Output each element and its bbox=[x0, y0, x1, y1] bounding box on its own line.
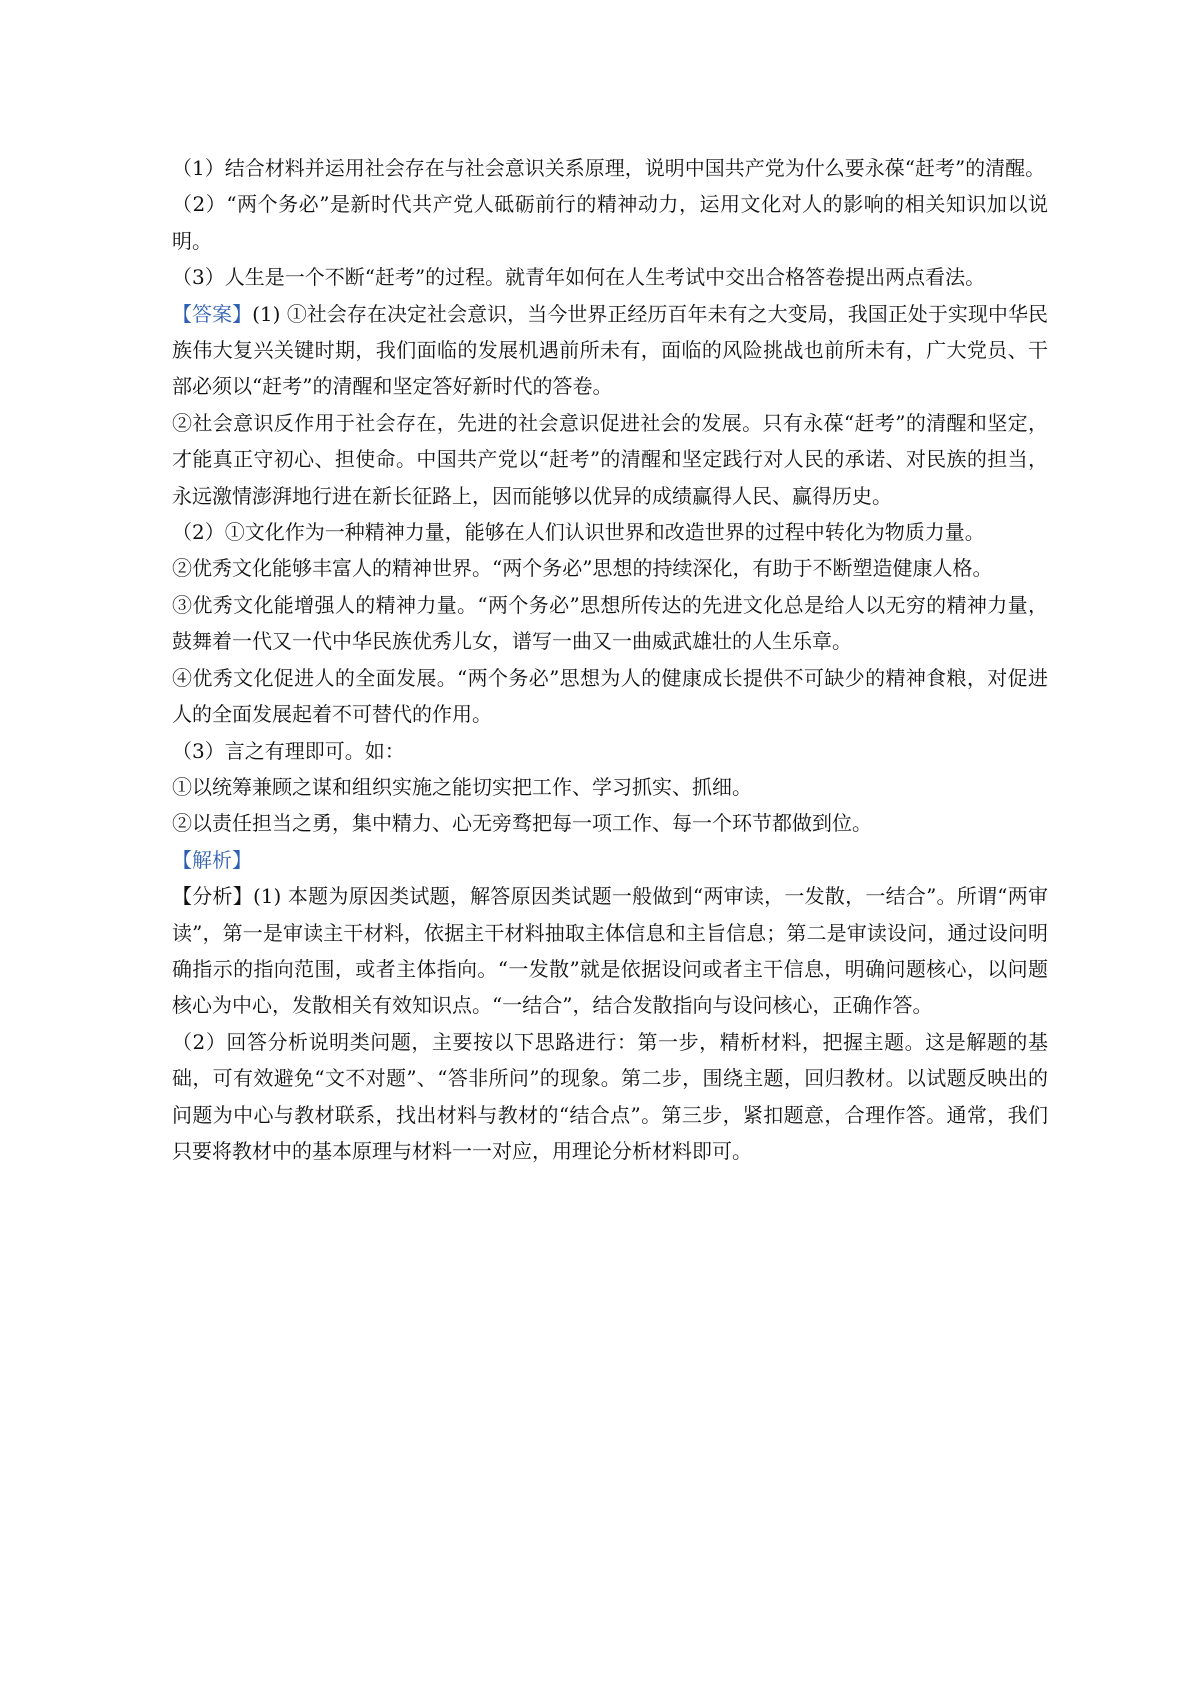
answer-1-point-1-text: (1) ①社会存在决定社会意识，当今世界正经历百年未有之大变局，我国正处于实现中华民族伟大复兴关键时期，我们面临的发展机遇前所未有，面临的风险挑战也前所未有，广大党员、干部必须以“赶考”的清醒和坚定答好新时代的答卷。 bbox=[172, 301, 1048, 399]
analysis-label: 【解析】 bbox=[172, 847, 252, 872]
answer-label: 【答案】 bbox=[172, 301, 253, 326]
answer-1-point-1 bbox=[172, 296, 1048, 405]
answer-2-point-1: （2）①文化作为一种精神力量，能够在人们认识世界和改造世界的过程中转化为物质力量。 bbox=[172, 520, 985, 545]
analysis-paragraph-1 bbox=[172, 878, 1048, 1024]
answer-3-point-1: ①以统筹兼顾之谋和组织实施之能切实把工作、学习抓实、抓细。 bbox=[172, 774, 752, 799]
answer-1-point-2: ②社会意识反作用于社会存在，先进的社会意识促进社会的发展。只有永葆“赶考”的清醒和坚定，才能真正守初心、担使命。中国共产党以“赶考”的清醒和坚定践行对人民的承诺、对民族的担当，永远激情澎湃地行进在新长征路上，因而能够以优异的成绩赢得人民、赢得历史。 bbox=[172, 410, 1048, 508]
fenxi-label: 【分析】 bbox=[172, 884, 253, 909]
answer-2-point-4: ④优秀文化促进人的全面发展。“两个务必”思想为人的健康成长提供不可缺少的精神食粮，对促进人的全面发展起着不可替代的作用。 bbox=[172, 665, 1048, 727]
analysis-paragraph-2: （2）回答分析说明类问题，主要按以下思路进行：第一步，精析材料，把握主题。这是解题的基础，可有效避免“文不对题”、“答非所问”的现象。第二步，围绕主题，回归教材。以试题反映出的问题为中心与教材联系，找出材料与教材的“结合点”。第三步，紧扣题意，合理作答。通常，我们只要将教材中的基本原理与材料一一对应，用理论分析材料即可。 bbox=[172, 1029, 1048, 1163]
question-3: （3）人生是一个不断“赶考”的过程。就青年如何在人生考试中交出合格答卷提出两点看法。 bbox=[172, 265, 986, 290]
answer-2-point-2: ②优秀文化能够丰富人的精神世界。“两个务必”思想的持续深化，有助于不断塑造健康人格。 bbox=[172, 556, 993, 581]
answer-2-point-3: ③优秀文化能增强人的精神力量。“两个务必”思想所传达的先进文化总是给人以无穷的精神力量，鼓舞着一代又一代中华民族优秀儿女，谱写一曲又一曲威武雄壮的人生乐章。 bbox=[172, 592, 1048, 654]
answer-3-intro: （3）言之有理即可。如： bbox=[172, 738, 405, 763]
question-2: （2）“两个务必”是新时代共产党人砥砺前行的精神动力，运用文化对人的影响的相关知识加以说明。 bbox=[172, 192, 1048, 253]
document-body bbox=[172, 150, 1048, 1169]
question-1: （1）结合材料并运用社会存在与社会意识关系原理，说明中国共产党为什么要永葆“赶考”的清醒。 bbox=[172, 156, 1046, 180]
answer-3-point-2: ②以责任担当之勇，集中精力、心无旁骛把每一项工作、每一个环节都做到位。 bbox=[172, 811, 872, 836]
analysis-heading bbox=[172, 842, 1048, 878]
analysis-paragraph-1-text: (1) 本题为原因类试题，解答原因类试题一般做到“两审读，一发散，一结合”。所谓“两审读”，第一是审读主干材料，依据主干材料抽取主体信息和主旨信息；第二是审读设问，通过设问明确指示的指向范围，或者主体指向。“一发散”就是依据设问或者主干信息，明确问题核心，以问题核心为中心，发散相关有效知识点。“一结合”，结合发散指向与设问核心，正确作答。 bbox=[172, 884, 1048, 1018]
